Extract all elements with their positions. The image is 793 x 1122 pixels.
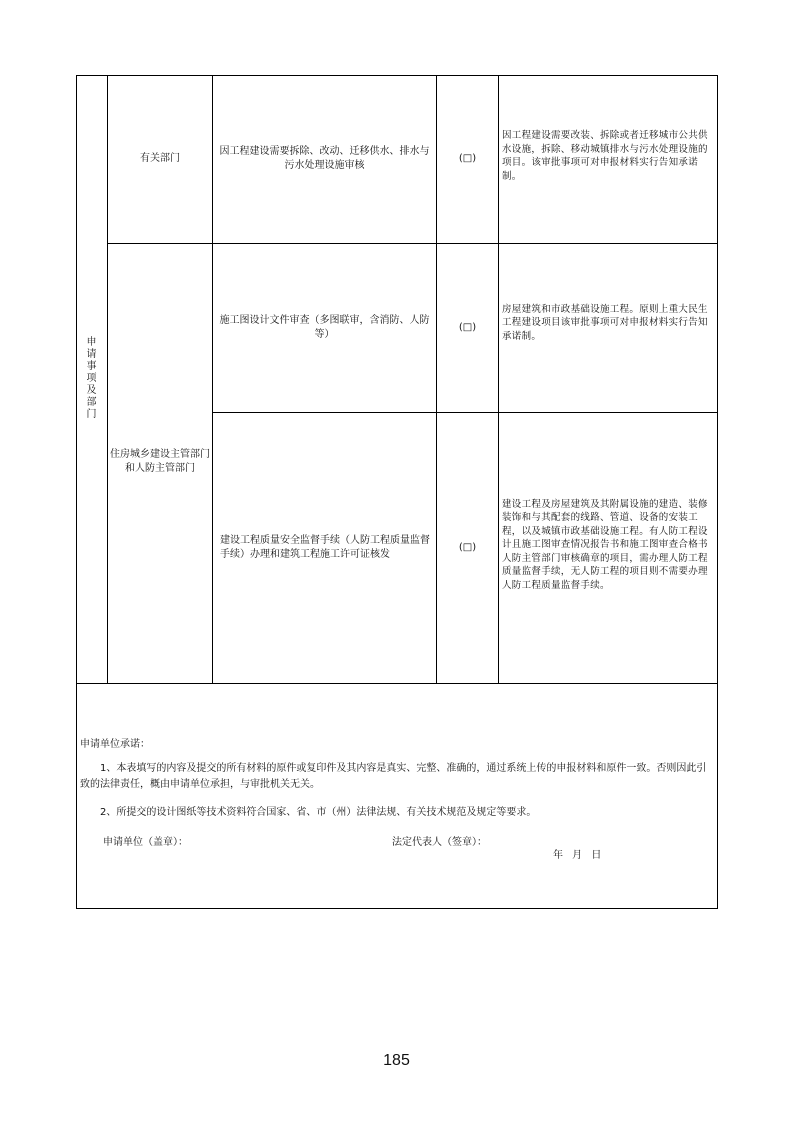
checkbox-cell[interactable] <box>437 75 498 243</box>
checkbox-cell[interactable] <box>437 244 498 412</box>
section-label: 申请事项及部门 <box>86 337 97 420</box>
department-name: 有关部门 <box>140 153 180 164</box>
page-number: 185 <box>383 1052 410 1069</box>
item-cell <box>213 244 436 412</box>
section-label-cell <box>76 75 107 683</box>
pledge-clause-1: 1、本表填写的内容及提交的所有材料的原件或复印件及其内容是真实、完整、准确的，通过系统上传的申报材料和原件一致。否则因此引致的法律责任，概由申请单位承担，与审批机关无关。 <box>80 763 707 790</box>
item-note: 因工程建设需要改装、拆除或者迁移城市公共供水设施，拆除、移动城镇排水与污水处理设施的项目。该审批事项可对申报材料实行告知承诺制。 <box>502 130 708 182</box>
note-cell <box>499 244 718 412</box>
date-label: 年 月 日 <box>553 850 602 861</box>
item-note: 建设工程及房屋建筑及其附属设施的建造、装修装饰和与其配套的线路、管道、设备的安装工程，以及城镇市政基础设施工程。有人防工程设计且施工图审查情况报告书和施工图审查合格书人防主管部门审核确章的项目，需办理人防工程质量监督手续，无人防工程的项目则不需要办理人防工程质量监督手续。 <box>502 498 708 591</box>
checkbox-mark[interactable]: (□) <box>458 542 477 553</box>
legal-representative-label: 法定代表人（签章）： <box>392 837 487 848</box>
department-name: 住房城乡建设主管部门和人防主管部门 <box>110 448 210 474</box>
approval-item: 施工图设计文件审查（多图联审，含消防、人防等） <box>219 315 430 340</box>
item-cell <box>213 75 436 243</box>
grid-line <box>76 683 718 684</box>
note-cell <box>499 75 718 243</box>
approval-item: 因工程建设需要拆除、改动、迁移供水、排水与污水处理设施审核 <box>219 146 430 171</box>
checkbox-mark[interactable]: (□) <box>458 322 477 333</box>
applicant-seal-label: 申请单位（盖章）： <box>103 837 188 848</box>
department-cell <box>108 75 212 243</box>
department-cell <box>108 244 212 683</box>
approval-item: 建设工程质量安全监督手续（人防工程质量监督手续）办理和建筑工程施工许可证核发 <box>220 535 430 560</box>
pledge-title: 申请单位承诺： <box>80 739 150 750</box>
item-cell <box>213 413 436 683</box>
pledge-clause-2: 2、所提交的设计图纸等技术资料符合国家、省、市（州）法律法规、有关技术规范及规定等要求。 <box>100 807 537 818</box>
note-cell <box>499 413 718 683</box>
checkbox-cell[interactable] <box>437 413 498 683</box>
checkbox-mark[interactable]: (□) <box>458 153 477 164</box>
item-note: 房屋建筑和市政基础设施工程。原则上重大民生工程建设项目该审批事项可对申报材料实行告知承诺制。 <box>502 303 708 342</box>
